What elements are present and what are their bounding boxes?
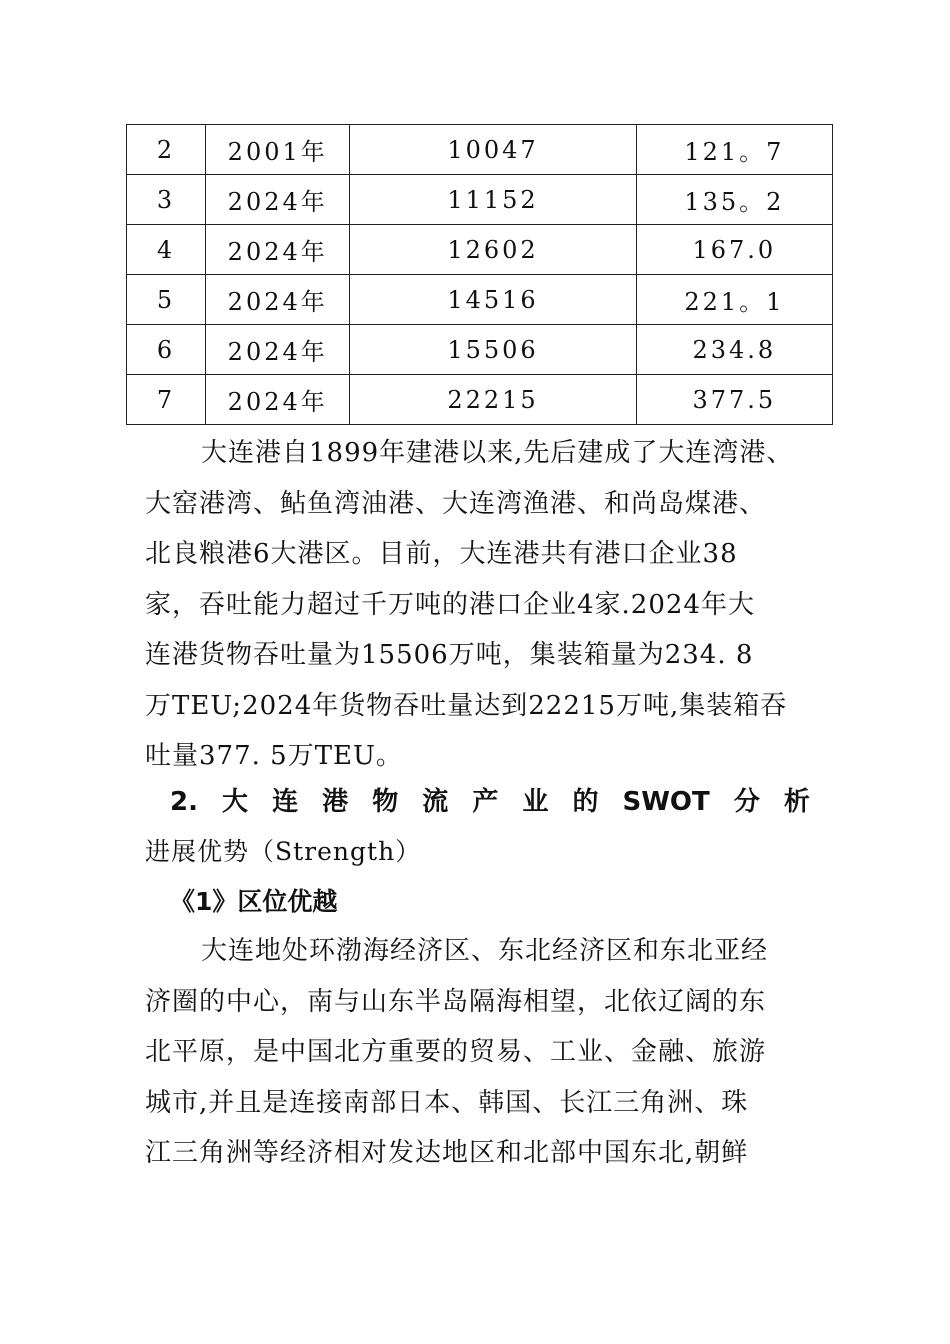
heading-part: 物: [372, 787, 399, 817]
row-year: 2024年: [206, 325, 350, 375]
table-row: [127, 175, 833, 225]
strength-subtitle: 进展优势（Strength）: [145, 837, 422, 866]
row-container-throughput: 135。2: [636, 175, 832, 225]
row-number: 6: [127, 325, 206, 375]
row-number: 4: [127, 225, 206, 275]
location-line: 城市,并且是连接南部日本、韩国、长江三角洲、珠: [145, 1087, 749, 1118]
table-row: [127, 375, 833, 425]
heading-part: 产: [472, 787, 499, 817]
table-row: [127, 275, 833, 325]
heading-part: 连: [272, 787, 299, 817]
row-container-throughput: 121。7: [636, 125, 832, 175]
row-year: 2024年: [206, 275, 350, 325]
heading-part: 分: [733, 787, 760, 817]
intro-line: 家，吞吐能力超过千万吨的港口企业4家.2024年大: [145, 589, 755, 620]
location-line: 北平原，是中国北方重要的贸易、工业、金融、旅游: [145, 1037, 767, 1067]
heading-part: 的: [572, 787, 599, 817]
location-advantage-heading: 《1》区位优越: [170, 887, 338, 916]
row-year: 2024年: [206, 375, 350, 425]
row-container-throughput: 167.0: [636, 225, 832, 275]
row-cargo-throughput: 11152: [350, 175, 636, 225]
row-container-throughput: 221。1: [636, 275, 832, 325]
heading-part: 港: [322, 787, 349, 817]
intro-line: 大连港自1899年建港以来,先后建成了大连湾港、: [201, 438, 794, 468]
row-number: 7: [127, 375, 206, 425]
port-throughput-table: [126, 124, 833, 425]
row-year: 2001年: [206, 125, 350, 175]
heading-part: 析: [783, 787, 810, 817]
row-cargo-throughput: 10047: [350, 125, 636, 175]
row-cargo-throughput: 12602: [350, 225, 636, 275]
heading-part: 业: [522, 787, 549, 817]
location-line: 济圈的中心，南与山东半岛隔海相望，北依辽阔的东: [145, 986, 767, 1017]
row-number: 5: [127, 275, 206, 325]
row-year: 2024年: [206, 225, 350, 275]
location-paragraph: [145, 926, 817, 1179]
row-cargo-throughput: 15506: [350, 325, 636, 375]
intro-line: 北良粮港6大港区。目前，大连港共有港口企业38: [145, 539, 738, 569]
table-row: [127, 125, 833, 175]
intro-line: 吐量377. 5万TEU。: [145, 741, 403, 771]
heading-part: 2.: [170, 787, 198, 817]
location-line: 江三角洲等经济相对发达地区和北部中国东北,朝鲜: [145, 1138, 749, 1168]
section-heading: [170, 782, 810, 822]
heading-part: 大: [222, 787, 249, 817]
row-number: 3: [127, 175, 206, 225]
intro-paragraph: [145, 428, 817, 782]
intro-line: 万TEU;2024年货物吞吐量达到22215万吨,集装箱吞: [145, 690, 788, 721]
row-container-throughput: 234.8: [636, 325, 832, 375]
table-row: [127, 325, 833, 375]
heading-part: 流: [422, 787, 449, 817]
intro-line: 连港货物吞吐量为15506万吨，集装箱量为234. 8: [145, 640, 754, 670]
row-cargo-throughput: 14516: [350, 275, 636, 325]
row-year: 2024年: [206, 175, 350, 225]
location-line: 大连地处环渤海经济区、东北经济区和东北亚经: [201, 936, 769, 966]
heading-part: SWOT: [622, 787, 710, 817]
row-number: 2: [127, 125, 206, 175]
table-row: [127, 225, 833, 275]
row-cargo-throughput: 22215: [350, 375, 636, 425]
row-container-throughput: 377.5: [636, 375, 832, 425]
intro-line: 大窑港湾、鲇鱼湾油港、大连湾渔港、和尚岛煤港、: [145, 488, 767, 519]
